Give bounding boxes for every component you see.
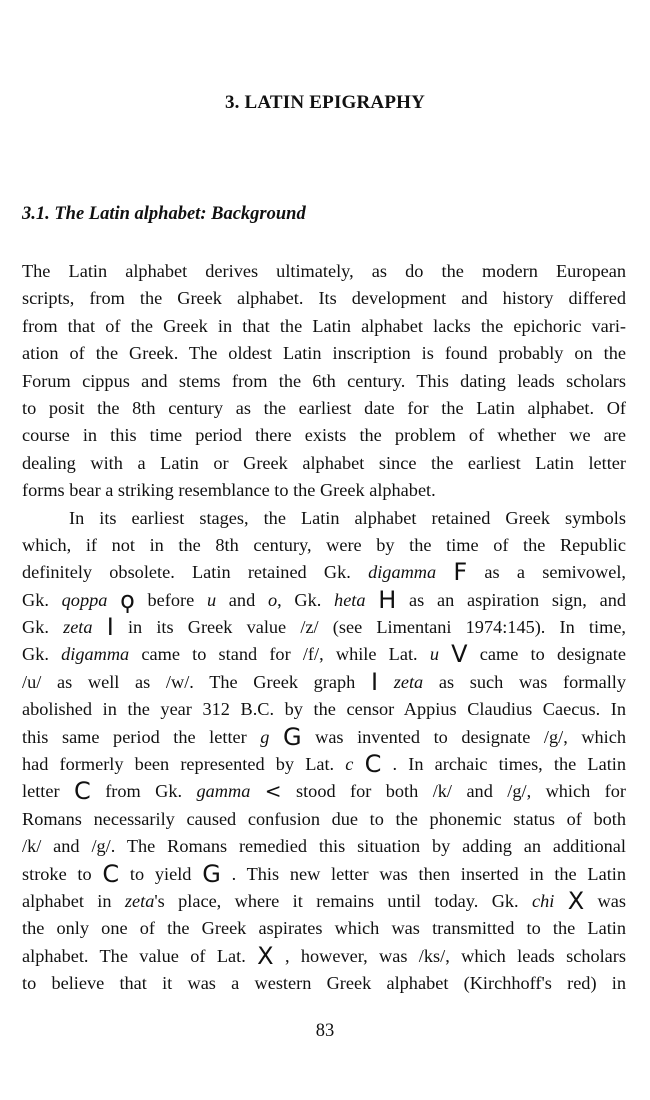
text-line: scripts, from the Greek alphabet. Its development and history differed xyxy=(22,288,626,309)
text-segment: this same period the letter xyxy=(22,726,261,747)
text-segment: and xyxy=(216,589,268,610)
text-line: which, if not in the 8th century, were by the time of the Republic xyxy=(22,534,626,555)
text-segment: , however, was /ks/, which leads scholars xyxy=(284,945,626,966)
text-segment: as an aspiration sign, and xyxy=(396,589,626,610)
italic-term: gamma xyxy=(196,781,251,802)
text-line xyxy=(22,641,626,668)
text-segment: stroke to xyxy=(22,863,103,884)
italic-term: digamma xyxy=(368,562,437,583)
zeta-glyph: I xyxy=(370,667,379,696)
text-segment: Gk. xyxy=(22,589,62,610)
latin-c-glyph: C xyxy=(74,777,91,806)
gamma-glyph: < xyxy=(264,779,282,804)
text-line: to posit the 8th century as the earliest date for the Latin alphabet. Of xyxy=(22,397,626,418)
latin-c-glyph: C xyxy=(102,859,120,888)
digamma-glyph: Ϝ xyxy=(453,558,468,587)
text-line xyxy=(22,778,626,805)
text-line xyxy=(22,614,626,641)
text-line: abolished in the year 312 B.C. by the censor Appius Claudius Caecus. In xyxy=(22,699,626,720)
italic-term: zeta xyxy=(124,890,155,911)
text-line: the only one of the Greek aspirates which was transmitted to the Latin xyxy=(22,918,626,939)
text-line xyxy=(22,751,626,778)
text-segment: alphabet. The value of Lat. xyxy=(22,945,258,966)
text-line: ation of the Greek. The oldest Latin inscription is found probably on the xyxy=(22,343,626,364)
text-segment: as a semivowel, xyxy=(467,562,626,583)
chi-glyph: X xyxy=(257,941,274,970)
text-segment: Gk. xyxy=(22,644,62,665)
text-line: dealing with a Latin or Greek alphabet since the earliest Latin letter xyxy=(22,452,626,473)
italic-term: c xyxy=(345,754,354,775)
latin-g-glyph: G xyxy=(202,859,221,888)
text-line xyxy=(22,559,626,586)
qoppa-glyph: ϙ xyxy=(120,585,135,614)
text-line: to believe that it was a western Greek alphabet (Kirchhoff's red) in xyxy=(22,973,626,994)
text-line: course in this time period there exists the problem of whether we are xyxy=(22,425,626,446)
text-segment: before xyxy=(134,589,207,610)
latin-v-glyph: V xyxy=(451,640,468,669)
italic-term: g xyxy=(260,726,270,747)
italic-term: digamma xyxy=(61,644,130,665)
text-segment: as such was formally xyxy=(423,671,626,692)
text-segment: . In archaic times, the Latin xyxy=(392,754,626,775)
text-segment: had formerly been represented by Lat. xyxy=(22,754,346,775)
latin-g-glyph: G xyxy=(282,722,302,751)
text-segment: from Gk. xyxy=(90,781,197,802)
italic-term: u xyxy=(206,589,217,610)
chapter-title: 3. LATIN EPIGRAPHY xyxy=(224,92,426,113)
text-line xyxy=(22,888,626,915)
text-segment: 's place, where it remains until today. Gk. xyxy=(154,890,532,911)
text-segment: Gk. xyxy=(22,617,64,638)
text-line: Romans necessarily caused confusion due to the phonemic status of both xyxy=(22,808,626,829)
text-line xyxy=(22,943,626,970)
text-segment: /u/ as well as /w/. The Greek graph xyxy=(22,671,371,692)
text-segment: , Gk. xyxy=(277,589,335,610)
text-segment: was invented to designate /g/, which xyxy=(301,726,627,747)
text-segment: alphabet in xyxy=(22,890,125,911)
text-segment: came to stand for /f/, while Lat. xyxy=(129,644,430,665)
body-text xyxy=(22,258,626,998)
text-segment: . This new letter was then inserted in the Latin xyxy=(231,863,627,884)
page-number: 83 xyxy=(315,1021,335,1041)
text-segment: in its Greek value /z/ (see Limentani 1974:145). In time, xyxy=(113,617,626,638)
text-segment: came to designate xyxy=(467,644,626,665)
italic-term: heta xyxy=(334,589,366,610)
text-line: In its earliest stages, the Latin alphabet retained Greek symbols xyxy=(69,507,626,528)
text-line xyxy=(22,669,626,696)
heta-glyph: H xyxy=(378,585,397,614)
chi-glyph: X xyxy=(567,886,585,915)
text-segment: definitely obsolete. Latin retained Gk. xyxy=(22,562,369,583)
zeta-glyph: I xyxy=(106,613,114,642)
text-segment: stood for both /k/ and /g/, which for xyxy=(281,781,626,802)
italic-term: zeta xyxy=(393,671,424,692)
text-line: The Latin alphabet derives ultimately, as do the modern European xyxy=(22,261,626,281)
italic-term: chi xyxy=(531,890,555,911)
text-line: forms bear a striking resemblance to the Greek alphabet. xyxy=(22,480,436,501)
text-line: /k/ and /g/. The Romans remedied this situation by adding an additional xyxy=(22,836,626,857)
italic-term: zeta xyxy=(63,617,93,638)
text-line: Forum cippus and stems from the 6th century. This dating leads scholars xyxy=(22,370,626,391)
italic-term: o xyxy=(267,589,278,610)
text-segment: letter xyxy=(22,781,74,802)
text-line xyxy=(22,861,626,888)
latin-c-glyph: C xyxy=(364,750,382,779)
section-heading: 3.1. The Latin alphabet: Background xyxy=(22,204,306,224)
text-line xyxy=(22,724,626,751)
text-line: from that of the Greek in that the Latin alphabet lacks the epichoric vari- xyxy=(22,315,626,336)
italic-term: qoppa xyxy=(61,589,108,610)
text-line xyxy=(22,587,626,614)
text-segment: was xyxy=(584,890,626,911)
italic-term: u xyxy=(429,644,439,665)
text-segment: to yield xyxy=(119,863,203,884)
